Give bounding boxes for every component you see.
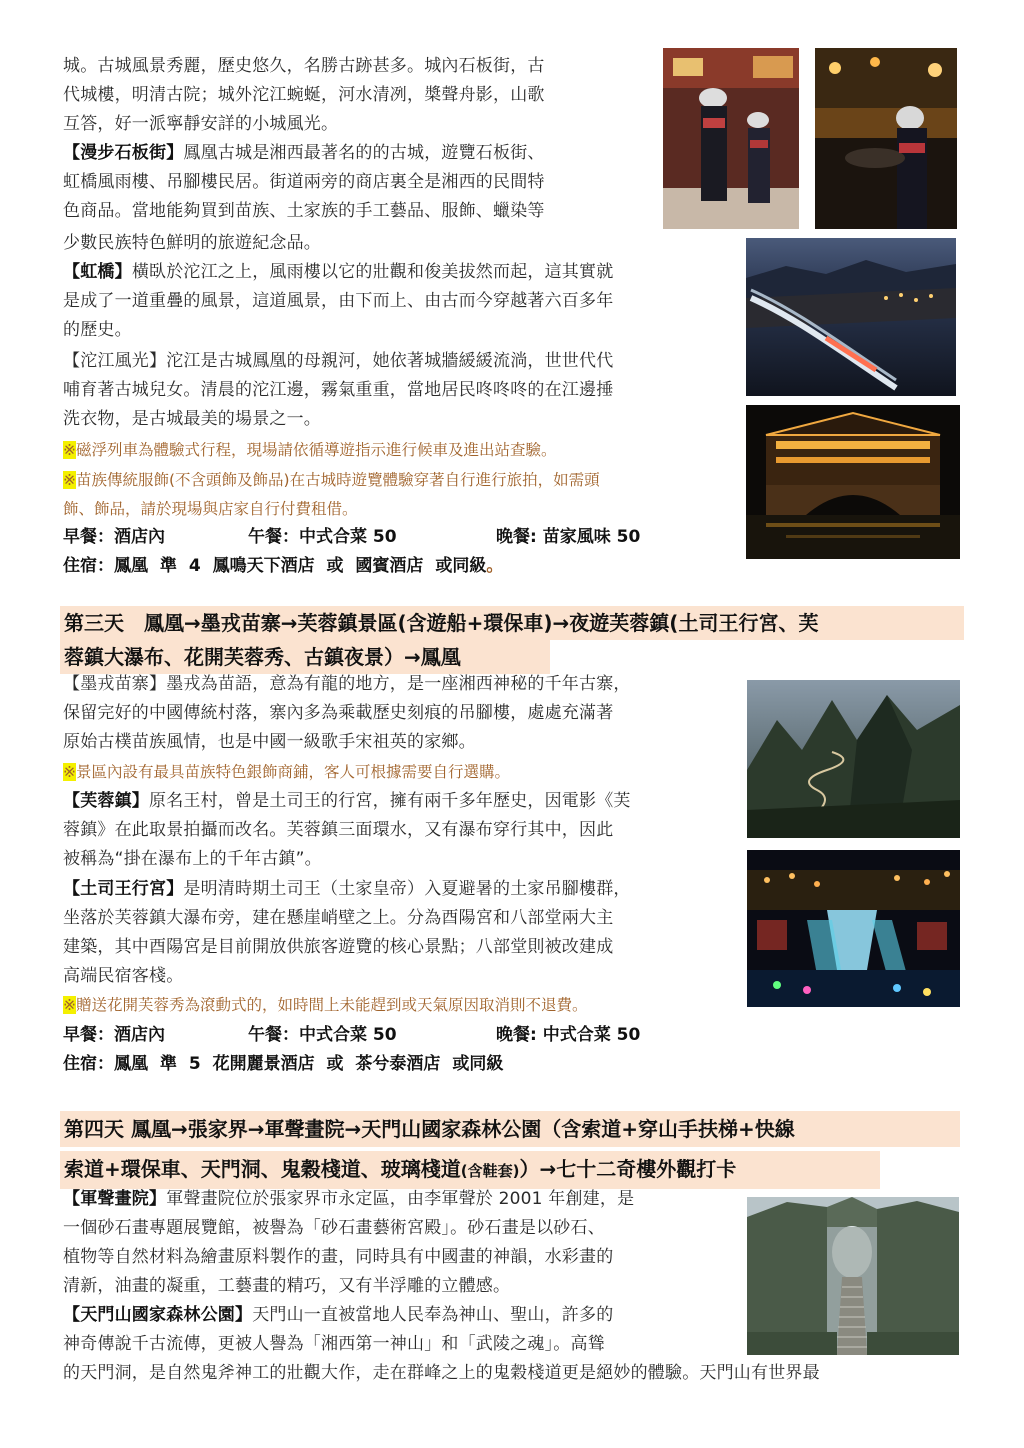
breakfast: 早餐：酒店內 <box>63 527 165 547</box>
text-line: 的天門洞，是自然鬼斧神工的壯觀大作，走在群峰之上的鬼穀棧道更是絕妙的體驗。天門山有世界最 <box>63 1363 820 1383</box>
text-line: 高端民宿客棧。 <box>63 966 184 986</box>
rainbow-bridge-paragraph <box>63 258 743 345</box>
text-line: 坐落於芙蓉鎮大瀑布旁，建在懸崖峭壁之上。分為酉陽宮和八部堂兩大主 <box>63 908 614 928</box>
text-line: 是成了一道重疊的風景，這道風景，由下而上、由古而今穿越著六百多年 <box>63 291 614 311</box>
intro-line: 代城樓，明清古院；城外沱江蜿蜒，河水清冽，槳聲舟影，山歌 <box>63 85 545 105</box>
text-line: 鳳凰古城是湘西最著名的的古城，遊覽石板街、 <box>183 143 545 163</box>
miao-costume-photo <box>663 48 799 229</box>
section-title: 【漫步石板街】 <box>63 143 184 163</box>
day4-heading-2 <box>60 1151 880 1189</box>
note-mark: ※ <box>63 996 76 1014</box>
text-line: 原名王村，曾是土司王的行宮，擁有兩千多年歷史，因電影《芙 <box>149 791 631 811</box>
text-line: 是明清時期土司王（土家皇帝）入夏避暑的土家吊腳樓群， <box>183 879 631 899</box>
text-line: 虹橋風雨樓、吊腳樓民居。街道兩旁的商店裏全是湘西的民間特 <box>63 172 545 192</box>
text-line: 蓉鎮》在此取景拍攝而改名。芙蓉鎮三面環水，又有瀑布穿行其中，因此 <box>63 820 614 840</box>
text-line: 保留完好的中國傳統村落，寨內多為乘載歷史刻痕的吊腳樓，處處充滿著 <box>63 703 614 723</box>
text-line: 被稱為“掛在瀑布上的千年古鎮”。 <box>63 849 322 869</box>
note-text: 苗族傳統服飾(不含頭飾及飾品)在古城時遊覽體驗穿著自行進行旅拍，如需頭 <box>76 471 600 489</box>
day4-heading-small: (含鞋套) <box>460 1162 520 1180</box>
note-text: 贈送花開芙蓉秀為滾動式的，如時間上未能趕到或天氣原因取消則不退費。 <box>76 996 588 1014</box>
text-line: 哺育著古城兒女。清晨的沱江邊，霧氣重重，當地居民咚咚咚的在江邊捶 <box>63 380 614 400</box>
day2-note-2 <box>63 466 743 524</box>
tusi-paragraph <box>63 875 743 991</box>
rainbow-bridge-photo <box>746 405 960 559</box>
dinner: 晚餐: 苗家風味 50 <box>496 527 641 547</box>
text-line: 清新，油畫的凝重，工藝畫的精巧，又有半浮雕的立體感。 <box>63 1276 511 1296</box>
text-line: 墨戎為苗語，意為有龍的地方，是一座湘西神秘的千年古寨， <box>166 674 631 694</box>
text-line: 沱江是古城鳳凰的母親河，她依著城牆緩緩流淌，世世代代 <box>166 351 614 371</box>
section-title: 【沱江風光】 <box>63 351 167 371</box>
text-line: 原始古樸苗族風情，也是中國一級歌手宋祖英的家鄉。 <box>63 732 476 752</box>
day4-heading <box>60 1111 960 1147</box>
intro-line: 互答，好一派寧靜安詳的小城風光。 <box>63 114 339 134</box>
lunch: 午餐：中式合菜 50 <box>248 527 397 547</box>
day2-note-1 <box>63 436 743 465</box>
hotel: 住宿：鳳凰 準 4 鳳鳴天下酒店 或 國賓酒店 或同級 <box>63 556 487 576</box>
text-line: 建築，其中酉陽宮是目前開放供旅客遊覽的核心景點；八部堂則被改建成 <box>63 937 614 957</box>
section-title: 【墨戎苗寨】 <box>63 674 167 694</box>
note-mark: ※ <box>63 441 76 459</box>
day3-note-1 <box>63 758 743 787</box>
day4-heading-line: 索道+環保車、天門洞、鬼穀棧道、玻璃棧道 <box>64 1157 461 1181</box>
hotel-dot: 。 <box>486 556 504 576</box>
maglev-train-photo <box>746 238 956 396</box>
day3-heading-line: 蓉鎮大瀑布、花開芙蓉秀、古鎮夜景）→鳳凰 <box>64 645 461 669</box>
note-text: 景區內設有最具苗族特色銀飾商鋪，客人可根據需要自行選購。 <box>76 763 511 781</box>
text-line: 橫臥於沱江之上，風雨樓以它的壯觀和俊美拔然而起，這其實就 <box>131 262 614 282</box>
text-line: 神奇傳說千古流傳，更被人譽為「湘西第一神山」和「武陵之魂」。高聳 <box>63 1334 605 1354</box>
text-line: 洗衣物，是古城最美的場景之一。 <box>63 409 321 429</box>
stone-street-paragraph <box>63 139 663 258</box>
text-line: 的歷史。 <box>63 320 132 340</box>
waterfall-night-photo <box>747 850 960 1007</box>
day4-heading-line: 第四天 鳳凰→張家界→軍聲畫院→天門山國家森林公園（含索道+穿山手扶梯+快線 <box>64 1117 795 1141</box>
furong-paragraph <box>63 787 743 874</box>
day3-meals <box>63 1021 640 1050</box>
section-title: 【虹橋】 <box>63 262 132 282</box>
breakfast: 早餐：酒店內 <box>63 1025 165 1045</box>
day3-heading-line: 第三天 鳳凰→墨戎苗寨→芙蓉鎮景區(含遊船+環保車)→夜遊芙蓉鎮(土司王行宮、芙 <box>64 611 819 635</box>
note-mark: ※ <box>63 763 76 781</box>
text-line: 天門山一直被當地人民奉為神山、聖山，許多的 <box>252 1305 614 1325</box>
mountain-road-photo <box>747 680 960 838</box>
junsheng-paragraph <box>63 1185 743 1301</box>
note-text: 磁浮列車為體驗式行程，現場請依循導遊指示進行候車及進出站查驗。 <box>76 441 557 459</box>
morong-paragraph <box>63 670 743 757</box>
tuojiang-paragraph <box>63 347 743 434</box>
day3-note-2 <box>63 991 743 1020</box>
section-title: 【土司王行宮】 <box>63 879 184 899</box>
day2-meals <box>63 523 640 552</box>
intro-paragraph <box>63 52 653 139</box>
intro-line: 城。古城風景秀麗，歷史悠久，名勝古跡甚多。城內石板街，古 <box>63 56 545 76</box>
hotel: 住宿：鳳凰 準 5 花開麗景酒店 或 茶兮泰酒店 或同級 <box>63 1054 504 1074</box>
section-title: 【天門山國家森林公園】 <box>63 1305 253 1325</box>
text-line: 一個砂石畫專題展覽館，被譽為「砂石畫藝術宮殿」。砂石畫是以砂石、 <box>63 1218 605 1238</box>
day4-heading-line: ）→七十二奇樓外觀打卡 <box>519 1157 737 1181</box>
night-portrait-photo <box>815 48 957 229</box>
section-title: 【軍聲畫院】 <box>63 1189 167 1209</box>
day2-hotel <box>63 552 503 581</box>
dinner: 晚餐: 中式合菜 50 <box>496 1025 641 1045</box>
note-text: 飾、飾品，請於現場與店家自行付費租借。 <box>63 500 358 518</box>
text-line: 軍聲畫院位於張家界市永定區，由李軍聲於 2001 年創建，是 <box>166 1189 635 1209</box>
text-line: 色商品。當地能夠買到苗族、土家族的手工藝品、服飾、蠟染等 <box>63 201 545 221</box>
tianmen-mountain-photo <box>747 1197 959 1355</box>
text-line: 植物等自然材料為繪畫原料製作的畫，同時具有中國畫的神韻，水彩畫的 <box>63 1247 614 1267</box>
day3-hotel <box>63 1050 503 1079</box>
text-line: 少數民族特色鮮明的旅遊紀念品。 <box>63 233 321 253</box>
lunch: 午餐：中式合菜 50 <box>248 1025 397 1045</box>
day3-heading <box>60 606 964 640</box>
section-title: 【芙蓉鎮】 <box>63 791 149 811</box>
note-mark: ※ <box>63 471 76 489</box>
day3-heading-2 <box>60 640 550 674</box>
